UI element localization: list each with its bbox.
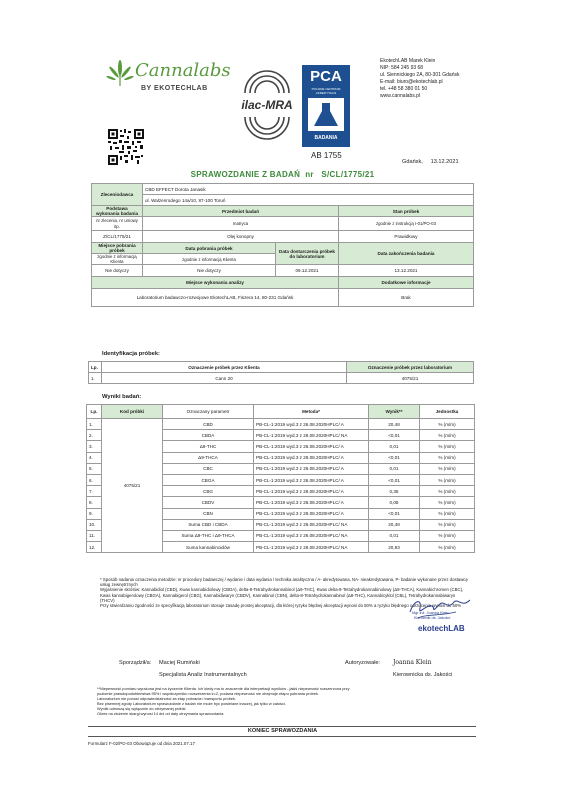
client-address: ul. Walzenrodego 14a/10, 87-100 Toruń	[143, 195, 474, 206]
result-param: CBG	[163, 486, 254, 497]
state-sub: zgodnie z instrukcją I-01/PO-03	[339, 217, 474, 231]
auth-role: Kierownicka ds. Jakości	[393, 672, 453, 678]
leaf-icon	[105, 60, 135, 88]
subject-value: Olej konopny	[143, 231, 339, 243]
note-line: * Sposób nadania oznaczenia metodzie: nr procedury badawczej / wydanie / data wydania / technika analityczna / A- akredytowana, NA- nieakredytowana, P- badanie wykonane przez dostawcę usług zewnętrznych	[100, 577, 468, 588]
footnote-line: poziomie prawdopodobieństwa 95% i współczynniku rozszerzenia k=2, podana niepewność nie obejmuje etapu pobrania próbek.	[97, 691, 320, 696]
note-line: Wyjaśnienie skrótów: Kannabidiol (CBD), Kwas kannabidiolowy (CBDA), delta-9-Tetrahydrokannabinol (Δ9-THC), Kwas delta-9-Tetrahydrokannabinolowy (Δ9-THCA), Kannabichromen (CBC), Kwas kannabigerolowy (CBGA), Kannabigerol (CBG), Kannabidiwaryn (CBDV), Kannabinol (CBN), delta-8-Tetrahydrokannabinol (Δ8-THC), Kannabicyklol (CBL), Tetrahydrokannabiwaryn (THCV)	[100, 587, 464, 603]
result-value: 0,01	[369, 530, 420, 541]
logo-cannalabs	[105, 58, 231, 100]
result-lp: 7.	[87, 486, 102, 497]
result-method: PB-CL-1:2019 wyd.3 z 26.08.2020HPLC/ NA	[254, 542, 369, 553]
result-value: 20,48	[369, 519, 420, 530]
results-code-header: Kod próbki	[102, 405, 163, 419]
basis-value: Z/CL/1775/21	[92, 231, 143, 243]
pca-small2: AKREDYTACJI	[315, 91, 337, 95]
result-unit: % (m/m)	[420, 419, 475, 430]
result-lp: 2.	[87, 430, 102, 441]
pca-inner	[308, 98, 344, 131]
result-method: PB-CL-1:2019 wyd.3 z 26.08.2020HPLC/ A	[254, 419, 369, 430]
footnotes	[97, 686, 467, 716]
result-lp: 1.	[87, 419, 102, 430]
result-lp: 10.	[87, 519, 102, 530]
result-param: CBGA	[163, 474, 254, 485]
state-value: Prawidłowy	[339, 231, 474, 243]
ident-lab-mark: 4075/21	[347, 373, 474, 384]
logo-sub: BY EKOTECHLAB	[141, 85, 208, 92]
sampling-header: Miejsce pobrania próbek	[92, 243, 143, 254]
place-header: Miejsce wykonania analizy	[92, 277, 339, 289]
result-param: CBC	[163, 463, 254, 474]
footnote-line: Laboratorium nie ponosi odpowiedzialności za etap pobrania i transportu próbek.	[97, 696, 237, 701]
result-method: PB-CL-1:2019 wyd.3 z 26.08.2020HPLC/ A	[254, 441, 369, 452]
logo-name: Cannalabs	[135, 60, 231, 81]
result-lp: 4.	[87, 452, 102, 463]
prepared-role: Specjalista Analiz Instrumentalnych	[159, 672, 247, 678]
results-table	[86, 404, 475, 553]
result-param: Suma CBD i CBDA	[163, 519, 254, 530]
result-lp: 5.	[87, 463, 102, 474]
ident-table	[88, 361, 474, 384]
result-value: <0,01	[369, 452, 420, 463]
delivery-value: 09.12.2021	[276, 265, 339, 277]
auth-name: Joanna Klein	[393, 659, 432, 666]
result-value: <0,01	[369, 508, 420, 519]
sampling-sub: zgodnie z informacją Klienta	[92, 254, 143, 265]
result-unit: % (m/m)	[420, 486, 475, 497]
results-param-header: Oznaczany parametr	[163, 405, 254, 419]
sampling-date-header: Data pobrania próbek	[143, 243, 276, 254]
result-value: 0,01	[369, 441, 420, 452]
ab-number: AB 1755	[311, 151, 342, 160]
result-value: 0,01	[369, 463, 420, 474]
company-line: EkotechLAB Marek Klein	[380, 58, 436, 64]
result-unit: % (m/m)	[420, 508, 475, 519]
result-unit: % (m/m)	[420, 441, 475, 452]
ilac-mra-logo	[237, 65, 297, 145]
flask-icon	[308, 98, 344, 131]
extra-header: Dodatkowe informacje	[339, 277, 474, 289]
result-lp: 8.	[87, 497, 102, 508]
qr-code	[108, 129, 144, 165]
end-divider	[88, 726, 476, 727]
end-label: KONIEC SPRAWOZDANIA	[247, 728, 318, 734]
footnote-line: Bez pisemnej zgody Laboratorium sprawozdanie z badań nie może być powielane inaczej, jak tylko w całości.	[97, 701, 286, 706]
subject-header: Przedmiot badań	[143, 206, 339, 217]
footnote-line: Wyniki odnoszą się wyłącznie do otrzymanej próbki.	[97, 706, 187, 711]
sampling-date-sub: zgodnie z informacją Klienta	[143, 254, 276, 265]
result-method: PB-CL-1:2019 wyd.3 z 26.08.2020HPLC/ A	[254, 508, 369, 519]
ident-client-header: Oznaczenie próbek przez Klienta	[102, 362, 347, 373]
result-unit: % (m/m)	[420, 519, 475, 530]
end-divider-bottom	[88, 736, 476, 737]
result-param: CBD	[163, 419, 254, 430]
ident-title: Identyfikacja próbek:	[102, 351, 160, 357]
result-lp: 11.	[87, 530, 102, 541]
result-method: PB-CL-1:2019 wyd.3 z 26.08.2020HPLC/ NA	[254, 530, 369, 541]
state-header: Stan próbek	[339, 206, 474, 217]
sampling-date-value: Nie dotyczy	[143, 265, 276, 277]
result-value: 20,48	[369, 419, 420, 430]
result-method: PB-CL-1:2019 wyd.3 z 26.08.2020HPLC/ NA	[254, 430, 369, 441]
result-method: PB-CL-1:2019 wyd.3 z 26.08.2020HPLC/ A	[254, 452, 369, 463]
pca-logo	[302, 65, 350, 147]
company-line: E-mail: biuro@ekotechlab.pl	[380, 79, 443, 85]
ident-lp: 1.	[89, 373, 102, 384]
client-name: CBD EFFECT Dorota Janasik	[143, 184, 474, 195]
ilac-label: ilac-MRA	[241, 98, 293, 112]
result-param: Δ9-THC	[163, 441, 254, 452]
company-line: ul. Siennickiego 2A, 80-301 Gdańsk	[380, 72, 460, 78]
result-lp: 12.	[87, 542, 102, 553]
footnote-line: **Niepewność pomiaru wyrażona jest na życzenie Klienta. Ich kiedy ma to znaczenie dla interpretacji wyników - jakiś niepewność rozszerzona przy	[97, 686, 350, 691]
results-lp-header: Lp.	[87, 405, 102, 419]
result-value: 0,08	[369, 497, 420, 508]
results-result-header: Wynik**	[369, 405, 420, 419]
result-lp: 3.	[87, 441, 102, 452]
pca-small1: POLSKIE CENTRUM	[311, 87, 341, 91]
results-method-header: Metoda*	[254, 405, 369, 419]
subject-sub: matryca	[143, 217, 339, 231]
place-date: Gdańsk, 13.12.2021	[402, 159, 459, 165]
stamp-logo: ekotechLAB	[418, 624, 465, 633]
delivery-header: Data dostarczenia próbek do laboratorium	[276, 243, 339, 265]
company-line: www.cannalabs.pl	[380, 93, 421, 99]
result-method: PB-CL-1:2019 wyd.3 z 26.08.2020HPLC/ A	[254, 463, 369, 474]
result-param: Δ9-THCA	[163, 452, 254, 463]
report-title: SPRAWOZDANIE Z BADAŃ nr S/CL/1775/21	[190, 170, 375, 179]
basis-header: Podstawa wykonania badania	[92, 206, 143, 217]
result-value: <0,01	[369, 430, 420, 441]
result-unit: % (m/m)	[420, 530, 475, 541]
result-unit: % (m/m)	[420, 452, 475, 463]
result-method: PB-CL-1:2019 wyd.3 z 26.08.2020HPLC/ A	[254, 474, 369, 485]
result-param: Suma Δ9-THC i Δ9-THCA	[163, 530, 254, 541]
stamp-line2: Kierownik ds. Jakości	[414, 616, 451, 620]
result-sample-code: 4075/21	[102, 419, 163, 553]
prepared-label: Sporządził/a:	[119, 660, 152, 666]
result-unit: % (m/m)	[420, 430, 475, 441]
end-value: 13.12.2021	[339, 265, 474, 277]
result-value: 0,35	[369, 486, 420, 497]
basis-sub: nr zlecenia, nr umowy itp.	[92, 217, 143, 231]
prepared-name: Maciej Rumiński	[159, 660, 200, 666]
signature-stamp	[400, 594, 480, 642]
qr-code-icon	[108, 129, 144, 165]
place-value: Laboratorium badawczo-rozwojowe EkotechLAB, Fiszera 14, 80-231 Gdańsk	[92, 289, 339, 307]
stamp-line1: Mgr inż. Joanna Klein	[412, 611, 449, 615]
footnote-line: Okres na złożenie skargi wynosi 14 dni od daty otrzymania sprawozdania.	[97, 711, 225, 716]
result-method: PB-CL-1:2019 wyd.3 z 26.08.2020HPLC/ A	[254, 497, 369, 508]
company-line: tel. +48 58 380 01 50	[380, 86, 428, 92]
company-info	[380, 58, 460, 100]
result-method: PB-CL-1:2019 wyd.3 z 26.08.2020HPLC/ NA	[254, 519, 369, 530]
result-param: CBDV	[163, 497, 254, 508]
result-value: 20,93	[369, 542, 420, 553]
form-id: Formularz F-02/PO-03 Obowiązuje od dnia 2021.07.17	[88, 741, 195, 746]
results-unit-header: Jednostka	[420, 405, 475, 419]
result-method: PB-CL-1:2019 wyd.3 z 26.08.2020HPLC/ A	[254, 486, 369, 497]
company-line: NIP: 584 245 93 68	[380, 65, 424, 71]
result-unit: % (m/m)	[420, 542, 475, 553]
result-value: <0,01	[369, 474, 420, 485]
ident-lab-header: Oznaczenie próbek przez laboratorium	[347, 362, 474, 373]
note-line: Przy stwierdzaniu zgodności ze specyfikacją laboratorium stosuje zasadę prostej akceptacji, dla której ryzyko błędnej akceptacji wynosi do 50% a ryzyko błędnego odrzucenia wynosi do 50%	[100, 603, 462, 609]
result-unit: % (m/m)	[420, 474, 475, 485]
result-param: Suma kannabinoidów	[163, 542, 254, 553]
results-title: Wyniki badań:	[102, 394, 142, 400]
auth-label: Autoryzowałe:	[345, 660, 381, 666]
ident-client-mark: Cann 20	[102, 373, 347, 384]
result-lp: 6.	[87, 474, 102, 485]
result-param: CBDA	[163, 430, 254, 441]
result-unit: % (m/m)	[420, 497, 475, 508]
sampling-value: Nie dotyczy	[92, 265, 143, 277]
extra-value: Brak	[339, 289, 474, 307]
client-label: Zleceniodawca	[92, 184, 143, 206]
result-unit: % (m/m)	[420, 463, 475, 474]
end-header: Data zakończenia badania	[339, 243, 474, 265]
pca-big: PCA	[310, 68, 342, 85]
pca-badania: BADANIA	[314, 135, 338, 141]
result-param: CBN	[163, 508, 254, 519]
info-table	[91, 183, 474, 307]
result-lp: 9.	[87, 508, 102, 519]
ident-lp-header: Lp.	[89, 362, 102, 373]
result-row	[87, 419, 475, 430]
